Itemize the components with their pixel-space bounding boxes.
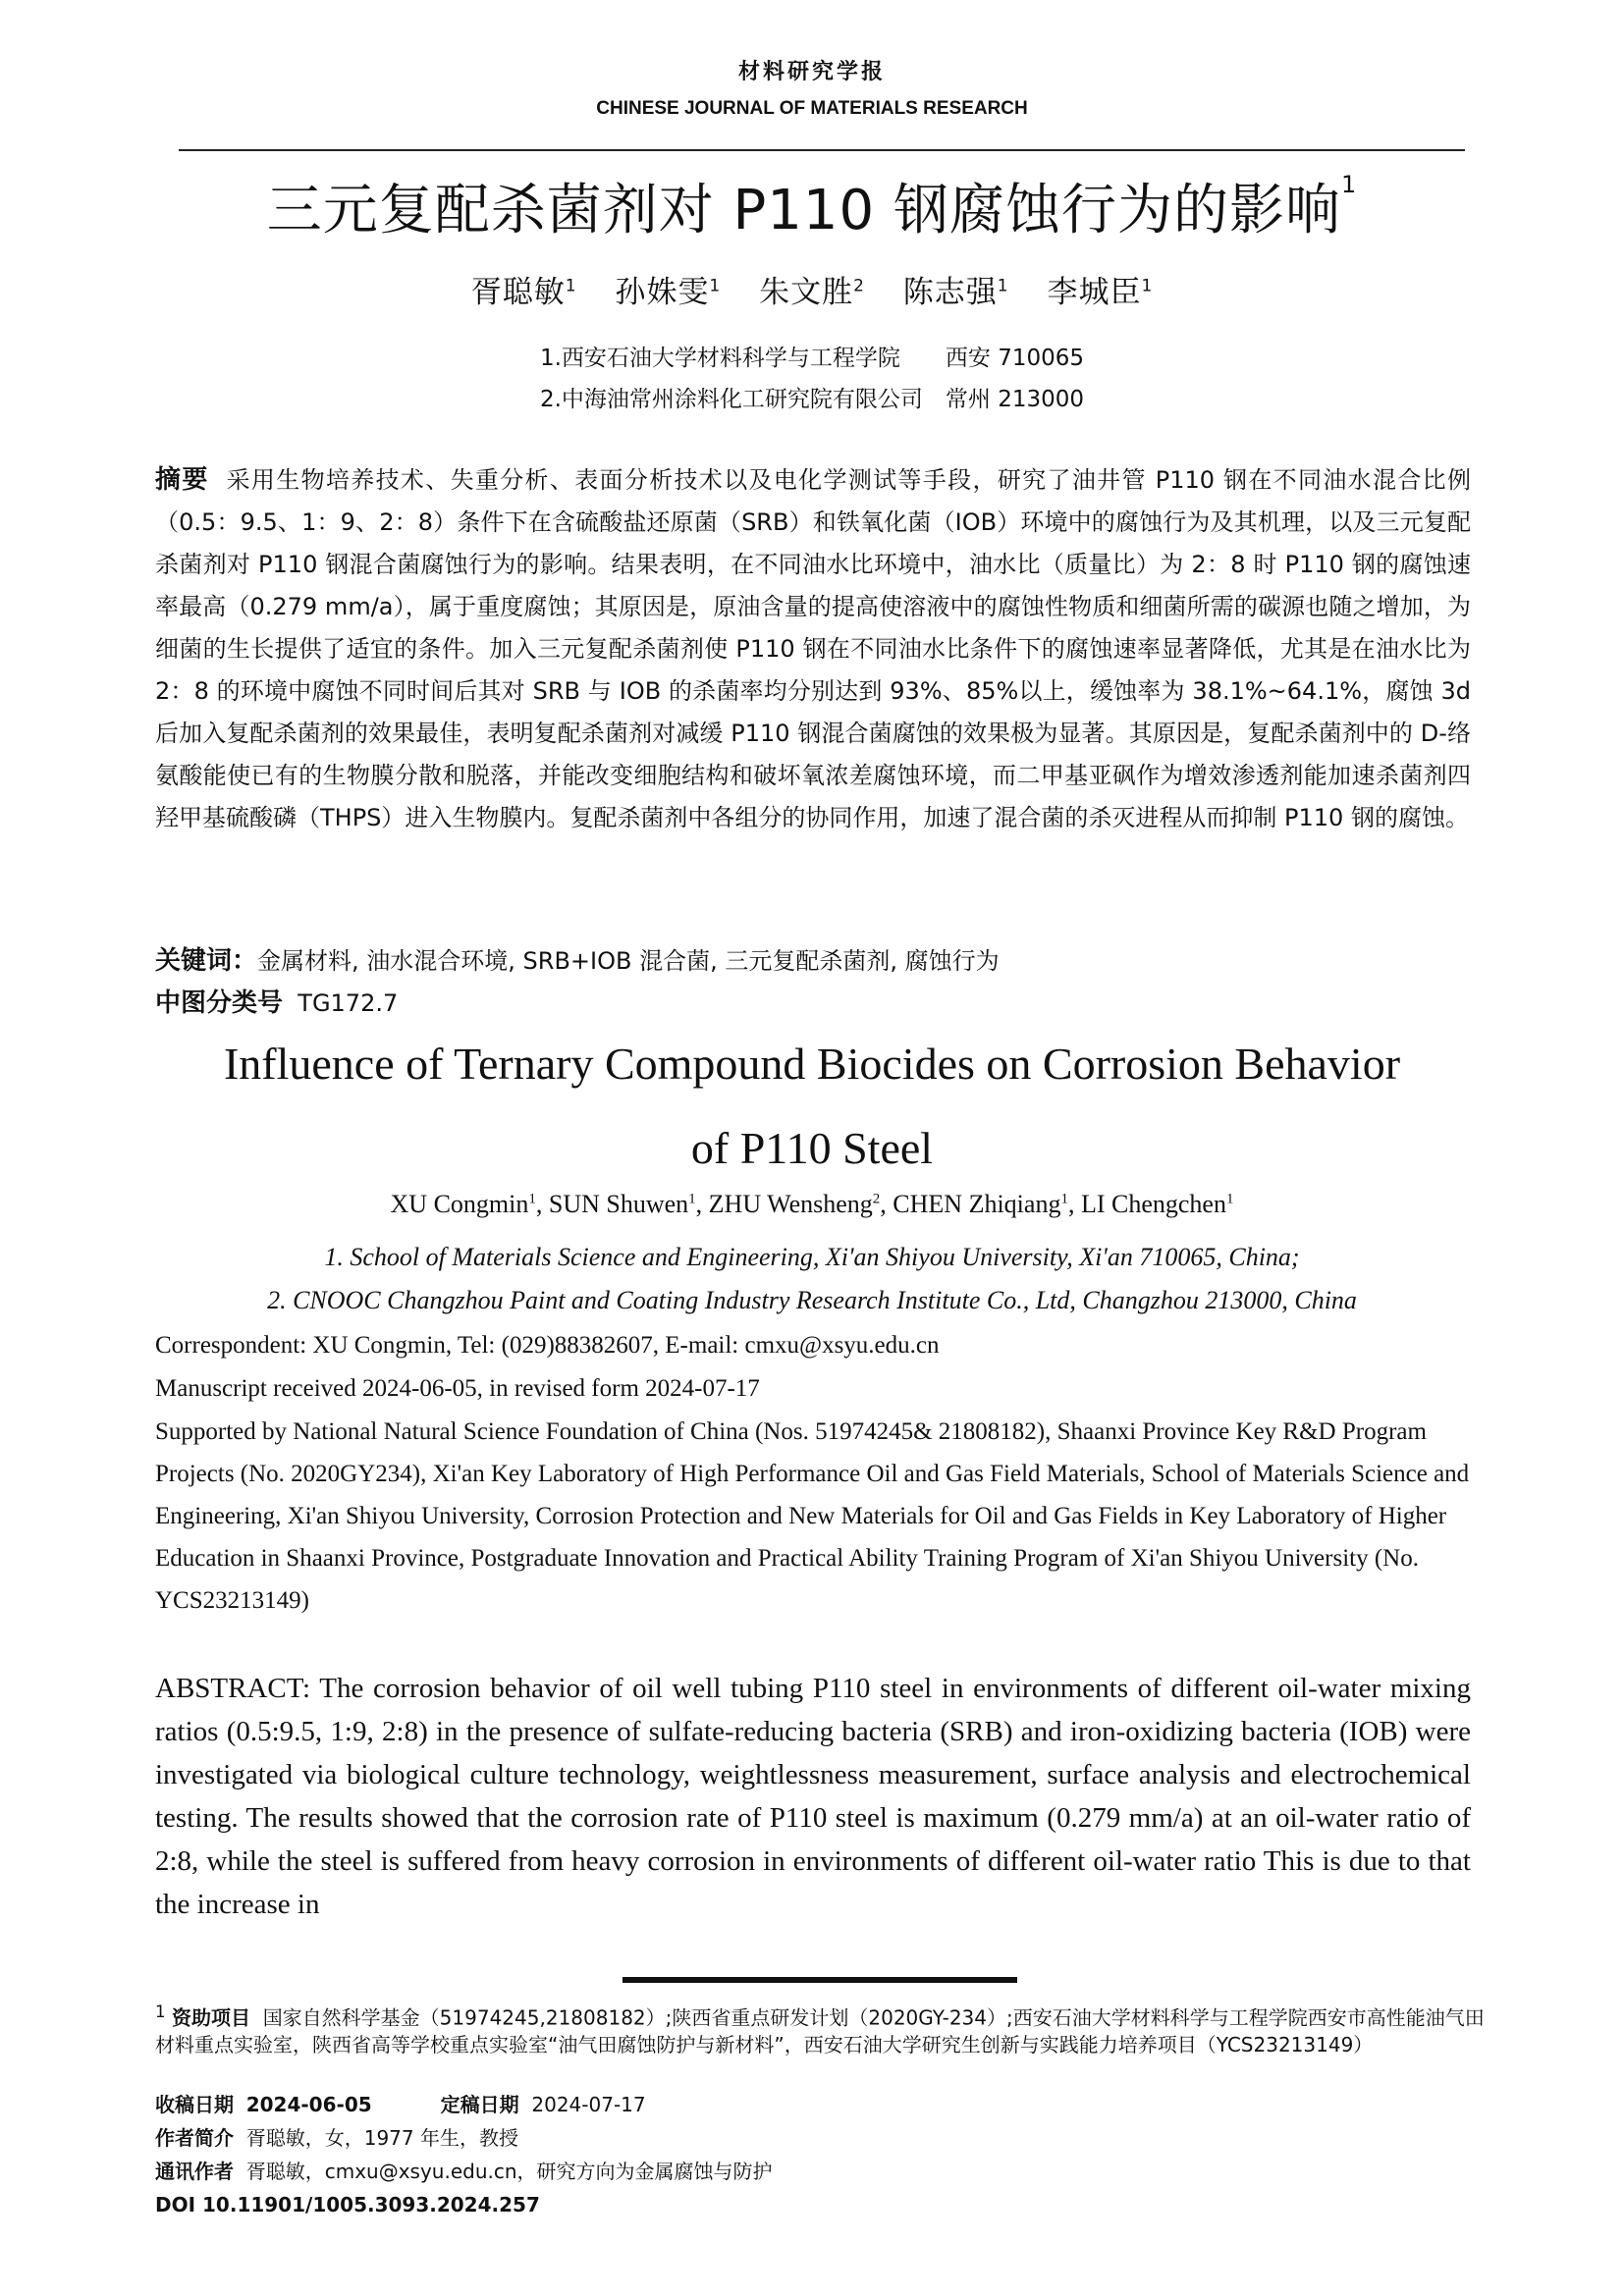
paper-title-cn	[0, 167, 1624, 245]
keywords-cn	[155, 940, 1471, 977]
footnote-mark: 1	[155, 2002, 166, 2021]
funding-text: 国家自然科学基金（51974245,21808182）;陕西省重点研发计划（2020GY-234）;西安石油大学材料科学与工程学院西安市高性能油气田材料重点实验室，陕西省高等学校重点实验室“油气田腐蚀防护与新材料”，西安石油大学研究生创新与实践能力培养项目（YCS23213149）	[155, 2005, 1485, 2056]
footnote-dates	[155, 2092, 1490, 2118]
title-footnote-mark: 1	[1340, 171, 1358, 198]
abstract-en-label: ABSTRACT:	[155, 1673, 311, 1704]
author-cn: 陈志强$^1$	[902, 275, 1009, 310]
footnote-contact	[155, 2159, 1490, 2185]
affiliation-en-1: 1. School of Materials Science and Engineering, Xi'an Shiyou University, Xi'an 710065, China;	[324, 1243, 1300, 1271]
abstract-en-text: The corrosion behavior of oil well tubing P110 steel in environments of different oil-water mixing ratios (0.5:9.5, 1:9, 2:8) in the presence of sulfate-reducing bacteria (SRB) and iron-oxidizing bacteria (IOB) were investigated via biological culture technology, weightlessness measurement, surface analysis and electrochemical testing. The results showed that the corrosion rate of P110 steel is maximum (0.279 mm/a) at an oil-water ratio of 2:8, while the steel is suffered from heavy corrosion in environments of different oil-water ratio This is due to that the increase in	[155, 1673, 1471, 1920]
header-divider	[179, 149, 1465, 151]
abstract-cn-text: 采用生物培养技术、失重分析、表面分析技术以及电化学测试等手段，研究了油井管 P110 钢在不同油水混合比例（0.5：9.5、1：9、2：8）条件下在含硫酸盐还原菌（SRB）和铁氧化菌（IOB）环境中的腐蚀行为及其机理，以及三元复配杀菌剂对 P110 钢混合菌腐蚀行为的影响。结果表明，在不同油水比环境中，油水比（质量比）为 2：8 时 P110 钢的腐蚀速率最高（0.279 mm/a），属于重度腐蚀；其原因是，原油含量的提高使溶液中的腐蚀性物质和细菌所需的碳源也随之增加，为细菌的生长提供了适宜的条件。加入三元复配杀菌剂使 P110 钢在不同油水比条件下的腐蚀速率显著降低，尤其是在油水比为 2：8 的环境中腐蚀不同时间后其对 SRB 与 IOB 的杀菌率均分别达到 93%、85%以上，缓蚀率为 38.1%~64.1%，腐蚀 3d 后加入复配杀菌剂的效果最佳，表明复配杀菌剂对减缓 P110 钢混合菌腐蚀的效果极为显著。其原因是，复配杀菌剂中的 D-络氨酸能使已有的生物膜分散和脱落，并能改变细胞结构和破坏氧浓差腐蚀环境，而二甲基亚砜作为增效渗透剂能加速杀菌剂四羟甲基硫酸磷（THPS）进入生物膜内。复配杀菌剂中各组分的协同作用，加速了混合菌的杀灭进程从而抑制 P110 钢的腐蚀。	[155, 466, 1471, 831]
author-bio-value: 胥聪敏，女，1977 年生，教授	[245, 2126, 518, 2150]
clc-label: 中图分类号	[155, 988, 284, 1018]
revised-value: 2024-07-17	[531, 2093, 646, 2116]
affiliation-cn-1: 1.西安石油大学材料科学与工程学院 西安 710065	[539, 346, 1085, 371]
correspondent-info: Correspondent: XU Congmin, Tel: (029)88382607, E-mail: cmxu@xsyu.edu.cn	[155, 1332, 940, 1359]
author-en: CHEN Zhiqiang$^1$,	[893, 1190, 1081, 1218]
title-cn-text: 三元复配杀菌剂对 P110 钢腐蚀行为的影响	[266, 179, 1341, 242]
author-en: ZHU Wensheng$^2$,	[708, 1190, 893, 1218]
footnote-divider	[623, 1977, 1017, 1983]
author-en: LI Chengchen$^1$	[1080, 1190, 1234, 1218]
abstract-en	[155, 1667, 1471, 1926]
funding-statement-en: Supported by National Natural Science Foundation of China (Nos. 51974245& 21808182), Shaanxi Province Key R&D Program Projects (No. 2020GY234), Xi'an Key Laboratory of High Performance Oil and Gas Field Materials, School of Materials Science and Engineering, Xi'an Shiyou University, Corrosion Protection and New Materials for Oil and Gas Fields in Key Laboratory of Higher Education in Shaanxi Province, Postgraduate Innovation and Practical Ability Training Program of Xi'an Shiyou University (No. YCS23213149)	[155, 1418, 1470, 1614]
author-cn: 胥聪敏$^1$	[470, 275, 577, 310]
author-bio-label: 作者简介	[155, 2126, 234, 2150]
author-cn: 李城臣$^1$	[1047, 275, 1154, 310]
keywords-text: 金属材料, 油水混合环境, SRB+IOB 混合菌, 三元复配杀菌剂, 腐蚀行为	[257, 947, 1000, 975]
funding-label: 资助项目	[171, 2005, 250, 2030]
paper-title-en-line2: of P110 Steel	[690, 1123, 934, 1173]
authors-en	[0, 1190, 1624, 1219]
journal-name-cn: 材料研究学报	[737, 59, 886, 84]
paper-title-en-line1: Influence of Ternary Compound Biocides on Corrosion Behavior	[223, 1039, 1401, 1089]
received-value: 2024-06-05	[245, 2093, 372, 2116]
contact-label: 通讯作者	[155, 2160, 234, 2183]
doi[interactable]: DOI 10.11901/1005.3093.2024.257	[155, 2193, 540, 2216]
clc-value: TG172.7	[298, 989, 399, 1017]
abstract-cn-label: 摘要	[155, 465, 209, 495]
received-label: 收稿日期	[155, 2093, 234, 2116]
author-cn: 朱文胜$^2$	[759, 275, 865, 310]
clc-number	[155, 983, 1471, 1019]
affiliation-cn-2: 2.中海油常州涂料化工研究院有限公司 常州 213000	[539, 387, 1085, 412]
abstract-cn	[155, 459, 1471, 839]
affiliation-en-2: 2. CNOOC Changzhou Paint and Coating Industry Research Institute Co., Ltd, Changzhou 213000, China	[267, 1286, 1357, 1314]
contact-value: 胥聪敏，cmxu@xsyu.edu.cn，研究方向为金属腐蚀与防护	[245, 2160, 773, 2183]
keywords-label: 关键词：	[155, 946, 258, 976]
author-cn: 孙姝雯$^1$	[615, 275, 722, 310]
manuscript-dates: Manuscript received 2024-06-05, in revised form 2024-07-17	[155, 1375, 760, 1402]
revised-label: 定稿日期	[440, 2093, 519, 2116]
footnote-funding	[155, 1999, 1490, 2058]
journal-name-en: CHINESE JOURNAL OF MATERIALS RESEARCH	[596, 98, 1028, 119]
author-en: XU Congmin$^1$,	[390, 1190, 549, 1218]
author-en: SUN Shuwen$^1$,	[548, 1190, 709, 1218]
authors-cn	[0, 267, 1624, 311]
footnote-author-bio	[155, 2125, 1490, 2152]
